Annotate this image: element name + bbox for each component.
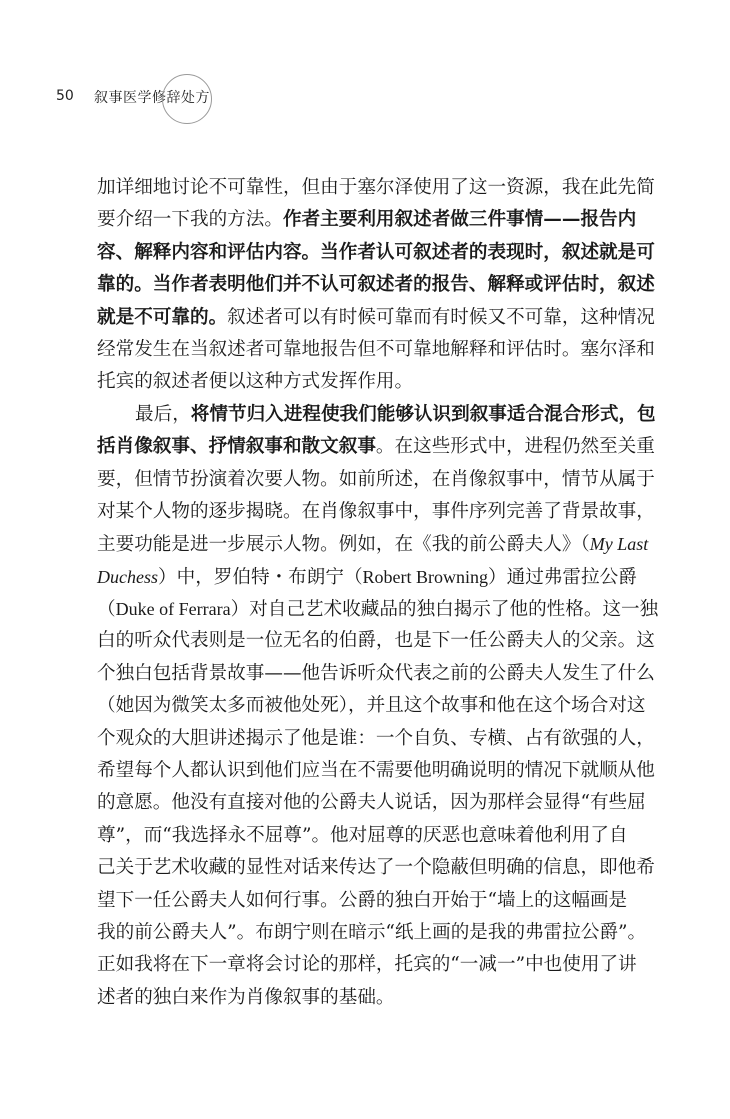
text-line: 希望每个人都认识到他们应当在不需要他明确说明的情况下就顺从他: [97, 760, 655, 782]
text-line: 尊”，而“我选择永不屈尊”。他对屈尊的厌恶也意味着他利用了自: [97, 824, 628, 846]
text-line: [97, 302, 657, 334]
text-line: [97, 204, 657, 236]
text-line: [97, 431, 657, 463]
text-line: [97, 399, 657, 431]
text-run: ）对自己艺术收藏品的独白揭示了他的性格。这一独: [230, 599, 659, 621]
latin-text-run: Robert Browning: [362, 566, 489, 587]
header-circle-ornament: [162, 74, 212, 124]
bold-text-run: 将情节归入进程使我们能够认识到叙事适合混合形式，包: [190, 403, 656, 425]
text-line: 述者的独白来作为肖像叙事的基础。: [97, 986, 395, 1008]
text-line: 望下一任公爵夫人如何行事。公爵的独白开始于“墙上的这幅画是: [97, 889, 628, 911]
bold-text-run: 就是不可靠的。: [97, 306, 228, 328]
text-line: 己关于艺术收藏的显性对话来传达了一个隐蔽但明确的信息，即他希: [97, 857, 655, 879]
text-line: （她因为微笑太多而被他处死），并且这个故事和他在这个场合对这: [97, 695, 646, 717]
text-run: （: [97, 599, 116, 621]
text-line: 个独白包括背景故事——他告诉听众代表之前的公爵夫人发生了什么: [97, 662, 655, 684]
page-header: [56, 80, 256, 120]
text-line: 的意愿。他没有直接对他的公爵夫人说话，因为那样会显得“有些屈: [97, 792, 646, 814]
text-line: 正如我将在下一章将会讨论的那样，托宾的“一减一”中也使用了讲: [97, 954, 637, 976]
text-run: ）通过弗雷拉公爵: [488, 566, 637, 588]
text-line: 个观众的大胆讲述揭示了他是谁：一个自负、专横、占有欲强的人，: [97, 727, 655, 749]
body-text: [97, 172, 657, 1014]
bold-text-line: 靠的。当作者表明他们并不认可叙述者的报告、解释或评估时，叙述: [97, 274, 655, 296]
text-run: 最后，: [135, 403, 191, 425]
bold-text-line: 容、解释内容和评估内容。当作者认可叙述者的表现时，叙述就是可: [97, 241, 655, 263]
page-number: 50: [56, 88, 74, 104]
text-line: 我的前公爵夫人”。布朗宁则在暗示“纸上画的是我的弗雷拉公爵”。: [97, 921, 647, 943]
text-line: 白的听众代表则是一位无名的伯爵，也是下一任公爵夫人的父亲。这: [97, 630, 655, 652]
text-run: 要介绍一下我的方法。: [97, 209, 283, 231]
running-title: 叙事医学修辞处方: [94, 90, 210, 106]
text-line: [97, 561, 657, 593]
paragraph-1: [97, 172, 657, 399]
italic-title-run: My Last: [589, 534, 649, 555]
text-line: 经常发生在当叙述者可靠地报告但不可靠地解释和评估时。塞尔泽和: [97, 338, 655, 360]
paragraph-2: [97, 399, 657, 1014]
text-run: 叙述者可以有时候可靠而有时候又不可靠，这种情况: [227, 306, 655, 328]
italic-title-run: Duchess: [97, 566, 158, 587]
text-run: 。在这些形式中，进程仍然至关重: [375, 436, 655, 458]
text-line: 托宾的叙述者便以这种方式发挥作用。: [97, 371, 414, 393]
text-line: 要，但情节扮演着次要人物。如前所述，在肖像叙事中，情节从属于: [97, 468, 655, 490]
bold-text-run: 作者主要利用叙述者做三件事情——报告内: [282, 209, 637, 231]
bold-text-run: 括肖像叙事、抒情叙事和散文叙事: [97, 436, 376, 458]
text-line: [97, 593, 657, 625]
text-line: 加详细地讨论不可靠性，但由于塞尔泽使用了这一资源，我在此先简: [97, 177, 655, 198]
latin-text-run: Duke of Ferrara: [115, 599, 231, 620]
text-run: ）中，罗伯特・布朗宁（: [158, 566, 363, 588]
text-line: [97, 528, 657, 560]
text-line: 对某个人物的逐步揭晓。在肖像叙事中，事件序列完善了背景故事，: [97, 500, 655, 522]
text-run: 主要功能是进一步展示人物。例如，在《我的前公爵夫人》（: [97, 534, 590, 556]
